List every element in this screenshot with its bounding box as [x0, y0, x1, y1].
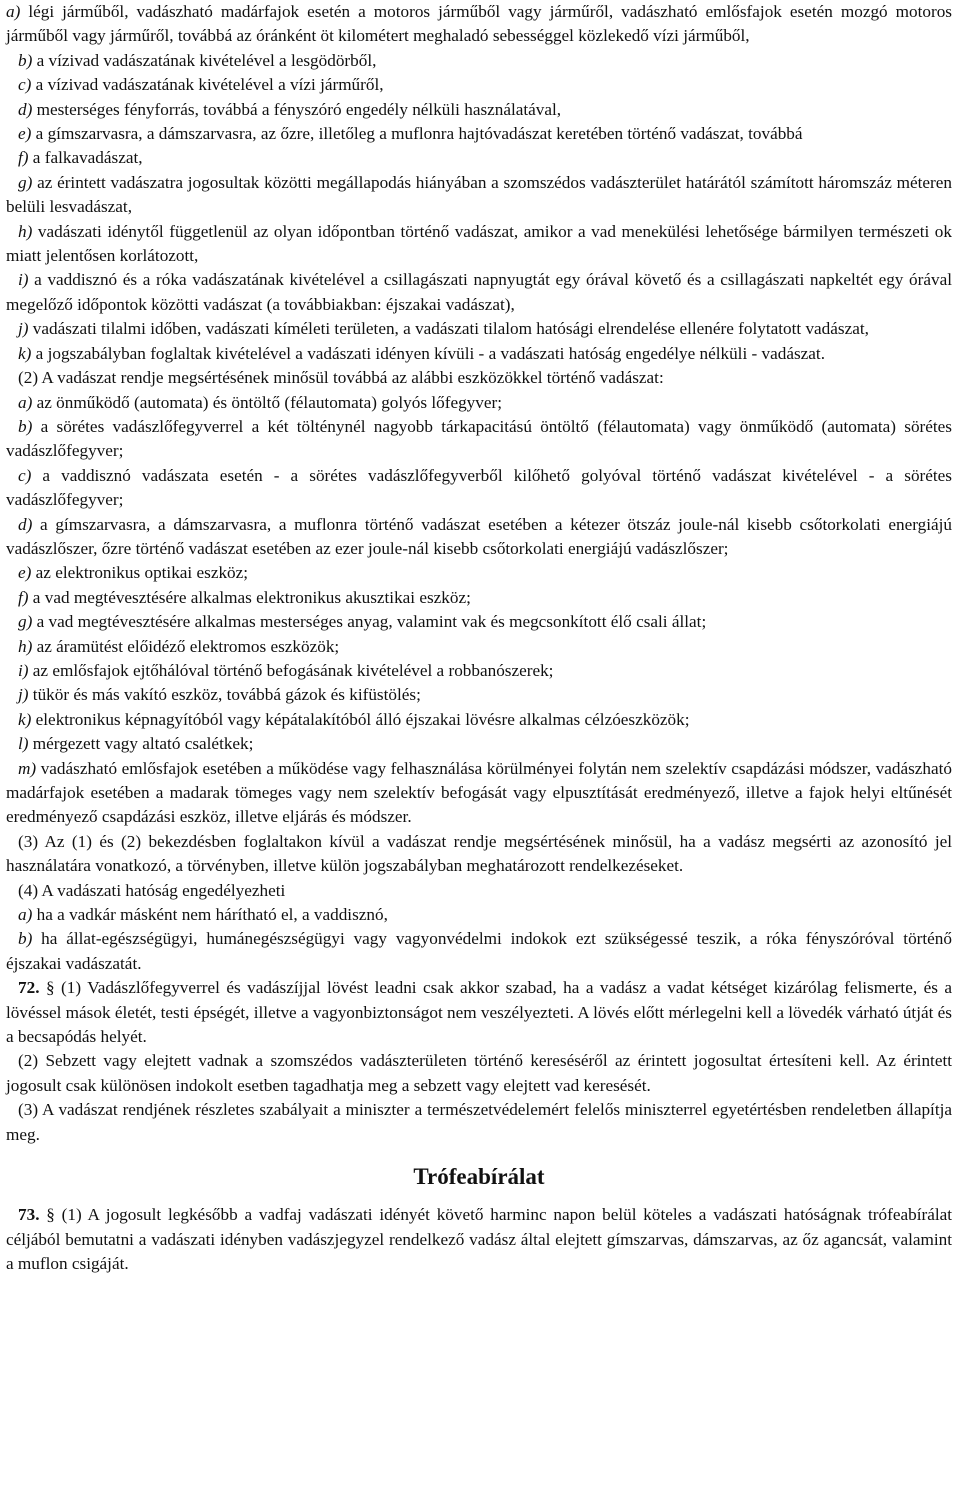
list-item: g) az érintett vadászatra jogosultak közötti megállapodás hiányában a szomszédos vadászterület határától számított háromszáz méteren belüli lesvadászat,: [6, 172, 952, 217]
list-top: [6, 0, 952, 366]
list-item: m) vadászható emlősfajok esetében a működése vagy felhasználása körülményei folytán nem szelektív csapdázási módszer, vadászható madárfajok esetében a madarak tömeges vagy nem szelektív befogását vagy elpusztítását eredményező, illetve a fajok helyi eltűnését eredményező csapdázási eszköz, illetve eljárás és módszer.: [6, 758, 952, 827]
section-sign: §: [39, 978, 55, 998]
list-item: g) a vad megtévesztésére alkalmas mesterséges anyag, valamint vak és megcsonkított élő csali állat;: [18, 612, 707, 632]
section-72-paragraph-2: (2) Sebzett vagy elejtett vadnak a szomszédos vadászterületen történő kereséséről az érintett jogosultat értesíteni kell. Az érintett jogosult csak különösen indokolt esetben tagadhatja meg a sebzett vagy elejtett vad keresését.: [6, 1051, 952, 1095]
list-4: [6, 903, 952, 976]
section-heading: Trófeabírálat: [413, 1164, 545, 1190]
paragraph-2: (2) A vadászat rendje megsértésének minősül továbbá az alábbi eszközökkel történő vadászat:: [18, 368, 664, 388]
section-72-paragraph-3: (3) A vadászat rendjének részletes szabályait a miniszter a természetvédelemért felelős miniszterrel egyetértésben rendeletben állapítja meg.: [6, 1100, 952, 1144]
list-item: i) az emlősfajok ejtőhálóval történő befogásának kivételével a robbanószerek;: [18, 660, 554, 680]
list-item: d) mesterséges fényforrás, továbbá a fényszóró engedély nélküli használatával,: [18, 99, 562, 119]
section-number: 73.: [18, 1205, 40, 1225]
list-item: a) az önműködő (automata) és öntöltő (félautomata) golyós lőfegyver;: [18, 392, 502, 412]
list-item: b) a vízivad vadászatának kivételével a lesgödörből,: [18, 50, 377, 70]
section-72: [6, 976, 952, 1147]
list-item: b) ha állat-egészségügyi, humánegészségügyi vagy vagyonvédelmi indokok ezt szükségessé teszik, a róka fényszóróval történő éjszakai vadászatát.: [6, 929, 952, 973]
list-item: c) a vaddisznó vadászata esetén - a sörétes vadászlőfegyverből kilőhető golyóval történő vadászat kivételével - a sörétes vadászlőfegyver;: [6, 465, 952, 510]
list-item: h) az áramütést előidéző elektromos eszközök;: [18, 636, 340, 656]
list-item: k) elektronikus képnagyítóból vagy képátalakítóból álló éjszakai lövésre alkalmas célzóeszközök;: [18, 709, 690, 729]
section-73: [6, 1203, 952, 1276]
list-item: j) tükör és más vakító eszköz, továbbá gázok és kifüstölés;: [18, 685, 421, 705]
list-item: c) a vízivad vadászatának kivételével a vízi járműről,: [18, 75, 384, 95]
list-item: b) a sörétes vadászlőfegyverrel a két tölténynél nagyobb tárkapacitású öntöltő (félautomata) vagy önműködő (automata) sörétes vadászlőfegyver;: [6, 416, 952, 461]
section-sign: §: [39, 1205, 55, 1225]
section-72-paragraph-1: 72. § (1) Vadászlőfegyverrel és vadászíjjal lövést leadni csak akkor szabad, ha a vadász a vadat kétséget kizárólag felismerte, és a lövéssel mások életét, testi épségét, illetve a vagyonbiztonságot nem veszélyezteti. A lövés előtt mérlegelni kell a lövedék várható útját és a becsapódás helyét.: [6, 978, 953, 1047]
list-item: e) az elektronikus optikai eszköz;: [18, 563, 249, 583]
list-item: a) ha a vadkár másként nem hárítható el, a vaddisznó,: [18, 905, 388, 925]
list-item: e) a gímszarvasra, a dámszarvasra, az őzre, illetőleg a muflonra hajtóvadászat keretében történő vadászat, továbbá: [18, 124, 803, 144]
list-item: f) a vad megtévesztésére alkalmas elektronikus akusztikai eszköz;: [18, 587, 471, 607]
list-item: l) mérgezett vagy altató csalétkek;: [18, 734, 254, 754]
section-number: 72.: [18, 978, 40, 998]
list-item: i) a vaddisznó és a róka vadászatának kivételével a csillagászati napnyugtát egy órával követő és a csillagászati napkeltét egy órával megelőző időpontok közötti vadászat (a továbbiakban: éjszakai vadászat),: [6, 270, 952, 314]
list-item: h) vadászati idénytől függetlenül az olyan időpontban történő vadászat, amikor a vad menekülési lehetősége bármilyen természeti ok miatt jelentősen korlátozott,: [6, 221, 952, 266]
section-73-paragraph-1: 73. § (1) A jogosult legkésőbb a vadfaj vadászati idényét követő harminc napon belül köteles a vadászati hatóságnak trófeabírálat céljából bemutatni a vadászati idényben vadászjegyzel rendelkező vadász által elejtett gímszarvas, dámszarvas, az őz agancsát, valamint a muflon csigáját.: [6, 1205, 953, 1273]
paragraph-3: (3) Az (1) és (2) bekezdésben foglaltakon kívül a vadászat rendje megsértésének minősül, ha a vadász megsérti az azonosító jel használatára vonatkozó, a törvényben, illetve külön jogszabályban meghatározott rendelkezéseket.: [6, 831, 952, 876]
paragraph-4: (4) A vadászati hatóság engedélyezheti: [18, 880, 286, 900]
list-item: k) a jogszabályban foglaltak kivételével a vadászati idényen kívüli - a vadászati hatóság engedélye nélküli - vadászat.: [18, 343, 826, 363]
list-item: f) a falkavadászat,: [18, 148, 143, 168]
list-2: [6, 391, 952, 830]
list-item: j) vadászati tilalmi időben, vadászati kíméleti területen, a vadászati tilalom hatósági elrendelése ellenére folytatott vadászat,: [18, 319, 869, 339]
list-item: d) a gímszarvasra, a dámszarvasra, a muflonra történő vadászat esetében a kétezer ötszáz joule-nál kisebb csőtorkolati energiájú vadászlőszer, őzre történő vadászat esetében az ezer joule-nál kisebb csőtorkolati energiájú vadászlőszer;: [6, 514, 952, 558]
list-item: a) légi járműből, vadászható madárfajok esetén a motoros járműből vagy járműről, vadászható emlősfajok esetén mozgó motoros járműből vagy járműről, továbbá az óránként öt kilométert meghaladó sebességgel közlekedő vízi járműből,: [6, 2, 952, 46]
